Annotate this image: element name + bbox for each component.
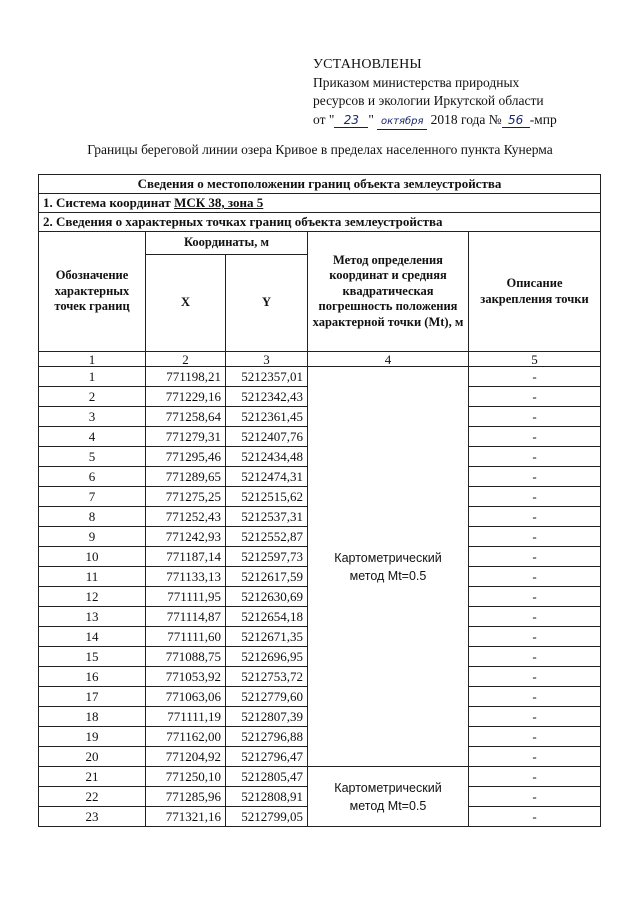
description-value: - [469,707,601,727]
approval-line-1: Приказом министерства природных [313,75,520,90]
column-number: 3 [226,352,308,367]
coord-y: 5212342,43 [226,387,308,407]
coord-x: 771111,60 [146,627,226,647]
point-id: 6 [39,467,146,487]
coord-x: 771229,16 [146,387,226,407]
description-value: - [469,487,601,507]
coord-y: 5212696,95 [226,647,308,667]
coord-x: 771295,46 [146,447,226,467]
coord-y: 5212630,69 [226,587,308,607]
description-value: - [469,787,601,807]
coord-y: 5212654,18 [226,607,308,627]
coord-x: 771275,25 [146,487,226,507]
coord-x: 771187,14 [146,547,226,567]
boundary-points-table [38,174,601,827]
description-value: - [469,387,601,407]
coord-y: 5212515,62 [226,487,308,507]
coord-y: 5212796,88 [226,727,308,747]
coord-x: 771289,65 [146,467,226,487]
description-value: - [469,427,601,447]
description-value: - [469,807,601,827]
description-value: - [469,687,601,707]
coord-x: 771111,95 [146,587,226,607]
coord-x: 771250,10 [146,767,226,787]
point-id: 4 [39,427,146,447]
coord-y: 5212799,05 [226,807,308,827]
column-number: 2 [146,352,226,367]
method-line: метод Mt=0.5 [349,798,427,813]
column-number: 1 [39,352,146,367]
coord-y: 5212671,35 [226,627,308,647]
method-line: Картометрический [334,550,442,565]
approval-line-2: ресурсов и экологии Иркутской области [313,93,544,108]
description-value: - [469,627,601,647]
coord-x: 771133,13 [146,567,226,587]
point-id: 22 [39,787,146,807]
point-id: 11 [39,567,146,587]
approval-date-line [313,111,613,130]
method-cell [308,367,469,767]
point-id: 12 [39,587,146,607]
description-value: - [469,747,601,767]
order-number-handwritten: 56 [502,113,530,128]
coord-x: 771063,06 [146,687,226,707]
point-id: 23 [39,807,146,827]
point-id: 10 [39,547,146,567]
approval-heading: УСТАНОВЛЕНЫ [313,57,422,72]
point-id: 14 [39,627,146,647]
coord-x: 771285,96 [146,787,226,807]
header-point-designation: Обозначение характерных точек границ [39,232,146,352]
coord-y: 5212617,59 [226,567,308,587]
description-value: - [469,527,601,547]
coord-x: 771258,64 [146,407,226,427]
point-id: 17 [39,687,146,707]
coord-y: 5212552,87 [226,527,308,547]
point-id: 9 [39,527,146,547]
coord-x: 771321,16 [146,807,226,827]
description-value: - [469,567,601,587]
coord-y: 5212474,31 [226,467,308,487]
header-description: Описание закрепления точки [469,232,601,352]
point-id: 7 [39,487,146,507]
description-value: - [469,447,601,467]
coordinate-system-label: 1. Система координат [43,195,175,210]
coord-x: 771204,92 [146,747,226,767]
order-suffix: -мпр [529,112,557,127]
point-id: 21 [39,767,146,787]
description-value: - [469,647,601,667]
date-quote: " [368,112,374,127]
description-value: - [469,407,601,427]
coord-y: 5212357,01 [226,367,308,387]
coord-x: 771114,87 [146,607,226,627]
point-id: 2 [39,387,146,407]
description-value: - [469,607,601,627]
coord-y: 5212753,72 [226,667,308,687]
date-day-handwritten: 23 [334,113,368,128]
header-method: Метод определения координат и средняя квадратическая погрешность положения характерной точки (Mt), м [308,232,469,352]
header-x: X [146,255,226,352]
coord-x: 771162,00 [146,727,226,747]
document-title: Границы береговой линии озера Кривое в пределах населенного пункта Кунерма [87,142,553,157]
section-title: Сведения о местоположении границ объекта землеустройства [39,175,601,194]
date-year-text: 2018 года № [430,112,502,127]
description-value: - [469,767,601,787]
coord-x: 771252,43 [146,507,226,527]
coord-x: 771111,19 [146,707,226,727]
header-y: Y [226,255,308,352]
header-coordinates: Координаты, м [146,232,308,255]
point-id: 16 [39,667,146,687]
column-number: 5 [469,352,601,367]
coord-y: 5212807,39 [226,707,308,727]
coord-y: 5212796,47 [226,747,308,767]
coordinate-system-value: МСК 38, зона 5 [174,195,264,210]
method-line: Картометрический [334,780,442,795]
coord-y: 5212597,73 [226,547,308,567]
approval-block [313,56,613,130]
points-section-title: 2. Сведения о характерных точках границ объекта землеустройства [39,213,601,232]
table-row [39,767,601,787]
point-id: 15 [39,647,146,667]
point-id: 19 [39,727,146,747]
description-value: - [469,467,601,487]
description-value: - [469,587,601,607]
coord-y: 5212361,45 [226,407,308,427]
point-id: 1 [39,367,146,387]
coord-x: 771088,75 [146,647,226,667]
date-prefix: от " [313,112,335,127]
description-value: - [469,727,601,747]
method-line: метод Mt=0.5 [349,568,427,583]
description-value: - [469,667,601,687]
description-value: - [469,547,601,567]
coord-y: 5212407,76 [226,427,308,447]
coord-x: 771279,31 [146,427,226,447]
point-id: 8 [39,507,146,527]
coord-x: 771198,21 [146,367,226,387]
coordinate-system-row [39,194,601,213]
coord-x: 771242,93 [146,527,226,547]
point-id: 13 [39,607,146,627]
coord-y: 5212434,48 [226,447,308,467]
column-number: 4 [308,352,469,367]
table-row [39,367,601,387]
point-id: 3 [39,407,146,427]
coord-y: 5212808,91 [226,787,308,807]
point-id: 18 [39,707,146,727]
coord-y: 5212805,47 [226,767,308,787]
coord-y: 5212779,60 [226,687,308,707]
description-value: - [469,367,601,387]
description-value: - [469,507,601,527]
point-id: 20 [39,747,146,767]
date-month-handwritten: октября [377,115,427,130]
coord-y: 5212537,31 [226,507,308,527]
coord-x: 771053,92 [146,667,226,687]
point-id: 5 [39,447,146,467]
method-cell [308,767,469,827]
